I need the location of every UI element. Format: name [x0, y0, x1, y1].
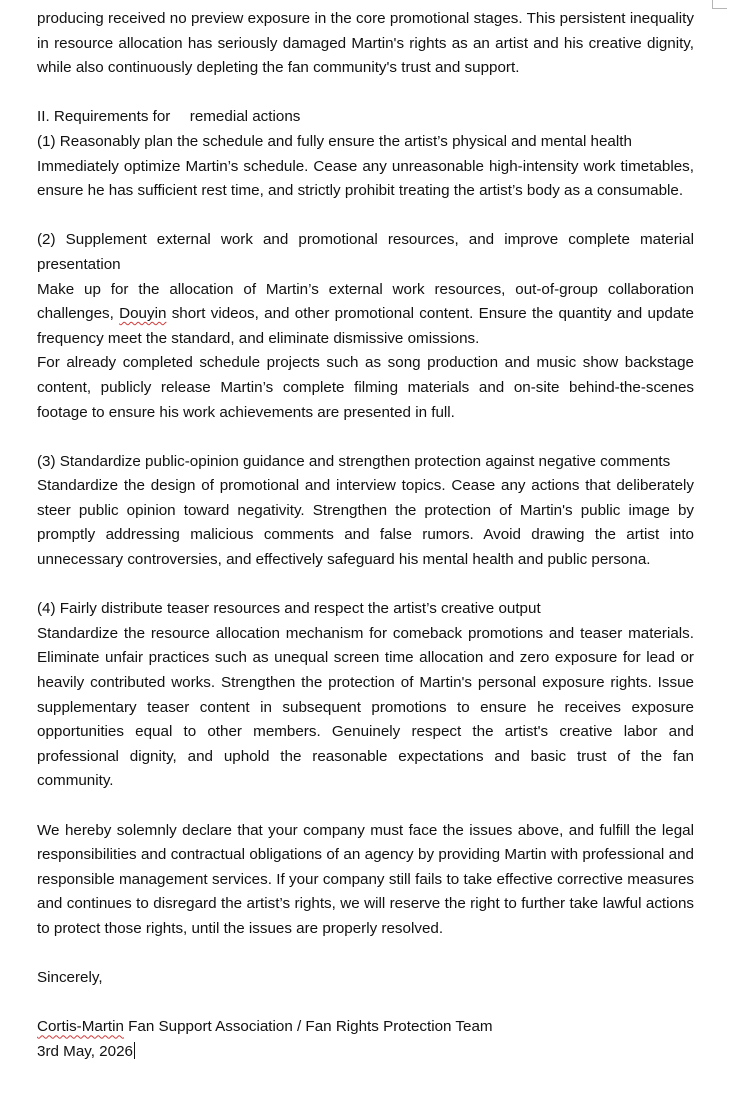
- requirement-3-body: Standardize the design of promotional and interview topics. Cease any actions that deliberately steer public opinion toward negativity. Strengthen the protection of Martin's public image by promptly addressing malicious comments and false rumors. Avoid drawing the artist into unnecessary controversies, and effectively safeguard his mental health and public persona.: [37, 477, 694, 569]
- requirement-1-body: Immediately optimize Martin’s schedule. Cease any unreasonable high-intensity work timetables, ensure he has sufficient rest time, and strictly prohibit treating the artist’s body as a consumable.: [37, 157, 694, 200]
- requirement-2-heading: (2) Supplement external work and promotional resources, and improve complete material presentation: [37, 231, 694, 273]
- date-text: 3rd May, 2026: [37, 1042, 133, 1060]
- req2-body-part-1: Make up for the allocation of Martin’s external work resources, out-of-group collaboration challenges,: [37, 280, 694, 323]
- spellcheck-flagged-org[interactable]: Cortis-Martin: [37, 1018, 124, 1036]
- blank-line: [37, 81, 694, 106]
- blank-line: [37, 573, 694, 598]
- blank-line: [37, 942, 694, 967]
- section-heading: II. Requirements for remedial actions: [37, 108, 301, 126]
- requirement-1-heading: (1) Reasonably plan the schedule and fully ensure the artist’s physical and mental health: [37, 132, 632, 150]
- requirement-3-heading: (3) Standardize public-opinion guidance and strengthen protection against negative comments: [37, 452, 671, 470]
- declaration-paragraph: We hereby solemnly declare that your company must face the issues above, and fulfill the legal responsibilities and contractual obligations of an agency by providing Martin with professional and responsible management services. If your company still fails to take effective corrective measures and continues to disregard the artist’s rights, we will reserve the right to further take lawful actions to protect those rights, until the issues are properly resolved.: [37, 821, 694, 937]
- document-body[interactable]: [37, 7, 694, 1065]
- text-cursor: [134, 1042, 135, 1059]
- requirement-2-body: [37, 278, 694, 352]
- continuation-paragraph: producing received no preview exposure in the core promotional stages. This persistent inequality in resource allocation has seriously damaged Martin's rights as an artist and his creative dignity, while also continuously depleting the fan community's trust and support.: [37, 10, 694, 77]
- closing-line: Sincerely,: [37, 969, 103, 987]
- blank-line: [37, 991, 694, 1016]
- blank-line: [37, 794, 694, 819]
- requirement-2-body-2: For already completed schedule projects such as song production and music show backstage content, publicly release Martin’s complete filming materials and on-site behind-the-scenes footage to ensure his work achievements are presented in full.: [37, 354, 694, 421]
- requirement-4-heading: (4) Fairly distribute teaser resources and respect the artist’s creative output: [37, 600, 541, 618]
- date-line: [37, 1040, 694, 1065]
- page-corner-mark: [712, 0, 727, 9]
- requirement-4-body: Standardize the resource allocation mechanism for comeback promotions and teaser materials. Eliminate unfair practices such as unequal screen time allocation and zero exposure for lead or heavily contributed works. Strengthen the protection of Martin's personal exposure rights. Issue supplementary teaser content in subsequent promotions to ensure he receives exposure opportunities equal to other members. Genuinely respect the artist's creative labor and professional dignity, and uphold the reasonable expectations and basic trust of the fan community.: [37, 624, 694, 790]
- req2-body-part-2: short videos, and other promotional content. Ensure the quantity and update frequency meet the standard, and eliminate dismissive omissions.: [37, 305, 694, 347]
- blank-line: [37, 204, 694, 229]
- signature-org-rest: Fan Support Association / Fan Rights Protection Team: [123, 1018, 493, 1036]
- signature-line: [37, 1015, 694, 1040]
- spellcheck-flagged-word[interactable]: Douyin: [119, 305, 167, 323]
- blank-line: [37, 425, 694, 450]
